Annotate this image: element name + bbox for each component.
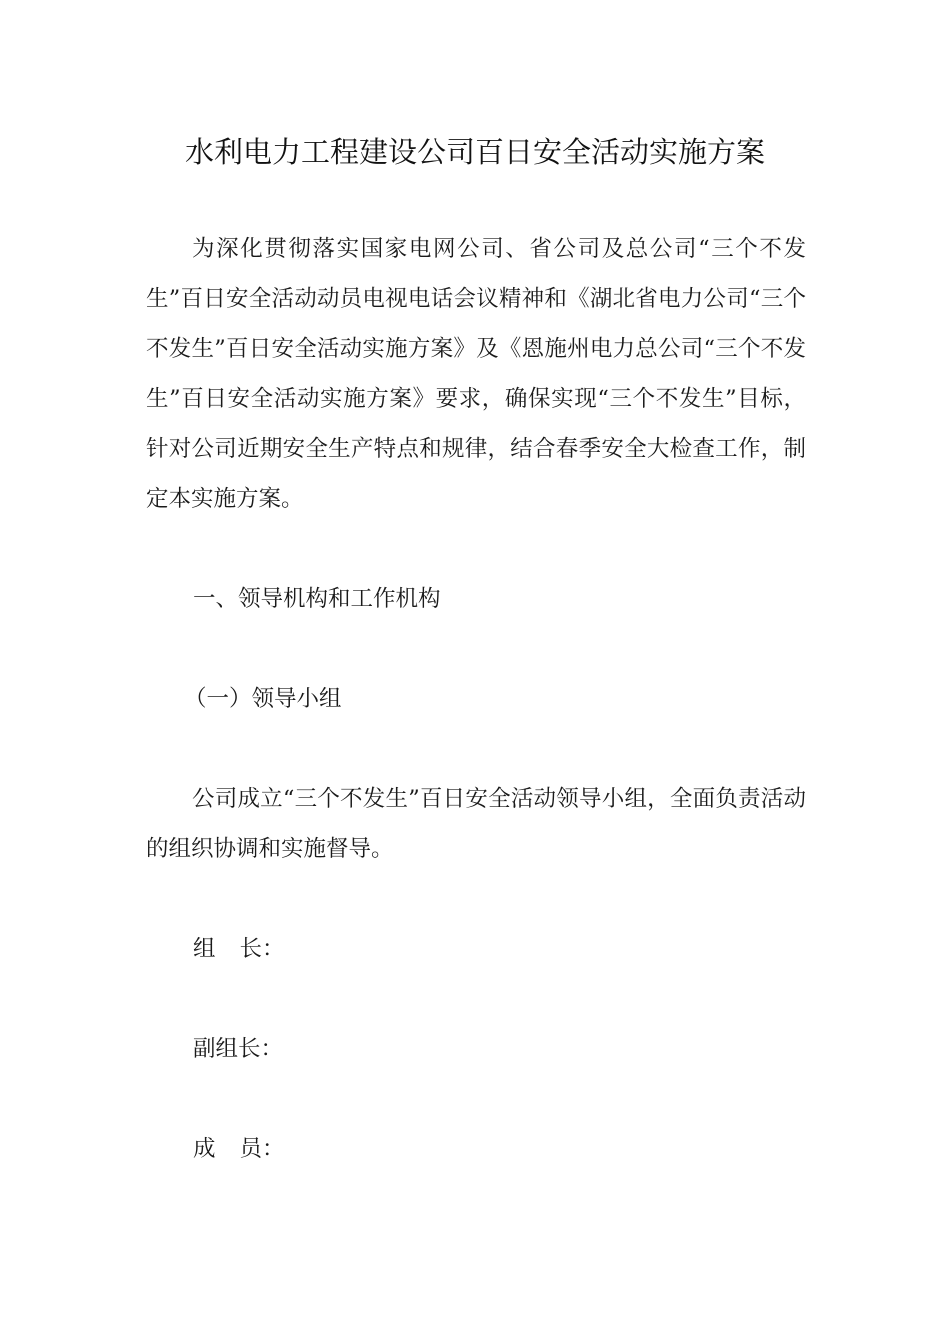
document-title: 水利电力工程建设公司百日安全活动实施方案 (184, 135, 765, 169)
leader-label-char: 组 (193, 936, 216, 962)
member-label-rest: 员： (239, 1136, 285, 1162)
leader-label (193, 924, 285, 974)
deputy-leader-label: 副组长： (193, 1036, 284, 1062)
member-label (193, 1124, 285, 1174)
subsection-body: 公司成立“三个不发生”百日安全活动领导小组，全面负责活动的组织协调和实施督导。 (146, 786, 806, 862)
intro-paragraph: 为深化贯彻落实国家电网公司、省公司及总公司“三个不发生”百日安全活动动员电视电话会议精神和《湖北省电力公司“三个不发生”百日安全活动实施方案》及《恩施州电力总公司“三个不发生”百日安全活动实施方案》要求，确保实现“三个不发生”目标，针对公司近期安全生产特点和规律，结合春季安全大检查工作，制定本实施方案。 (146, 236, 806, 512)
section-heading: 一、领导机构和工作机构 (193, 586, 441, 612)
member-label-char: 成 (193, 1136, 216, 1162)
leader-label-rest: 长： (239, 936, 285, 962)
subsection-heading: （一）领导小组 (184, 686, 342, 712)
